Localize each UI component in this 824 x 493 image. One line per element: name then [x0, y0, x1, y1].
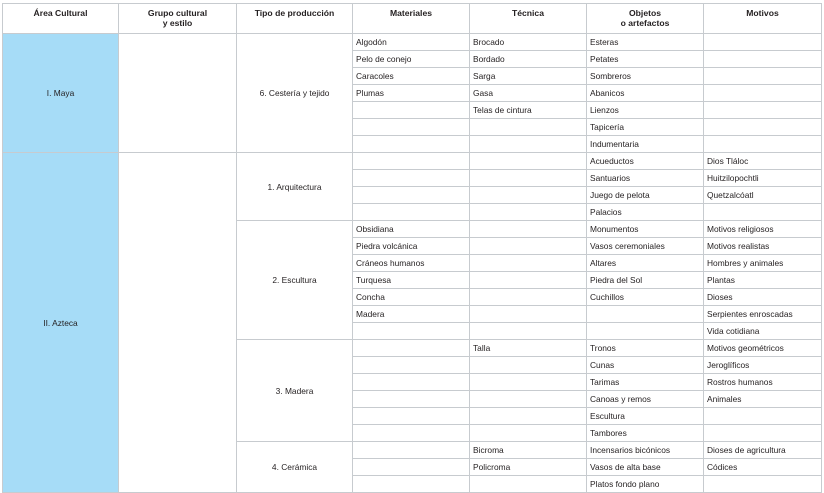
materiales-cell: Cráneos humanos	[353, 255, 470, 272]
tecnica-cell	[470, 153, 587, 170]
motivos-cell	[704, 425, 822, 442]
header-materiales: Materiales	[353, 4, 470, 34]
motivos-cell	[704, 408, 822, 425]
header-motivos: Motivos	[704, 4, 822, 34]
motivos-cell: Motivos religiosos	[704, 221, 822, 238]
motivos-cell	[704, 204, 822, 221]
materiales-cell	[353, 425, 470, 442]
header-tecnica: Técnica	[470, 4, 587, 34]
materiales-cell: Concha	[353, 289, 470, 306]
motivos-cell	[704, 51, 822, 68]
materiales-cell	[353, 357, 470, 374]
motivos-cell	[704, 119, 822, 136]
tecnica-cell	[470, 306, 587, 323]
motivos-cell: Motivos geométricos	[704, 340, 822, 357]
tecnica-cell	[470, 238, 587, 255]
header-objetos-line1: Objetos	[629, 8, 661, 18]
materiales-cell: Caracoles	[353, 68, 470, 85]
materiales-cell	[353, 340, 470, 357]
materiales-cell: Plumas	[353, 85, 470, 102]
header-area: Área Cultural	[3, 4, 119, 34]
header-tipo: Tipo de producción	[237, 4, 353, 34]
table-body	[3, 34, 822, 493]
materiales-cell	[353, 374, 470, 391]
tecnica-cell	[470, 136, 587, 153]
tecnica-cell: Policroma	[470, 459, 587, 476]
motivos-cell: Motivos realistas	[704, 238, 822, 255]
tecnica-cell: Gasa	[470, 85, 587, 102]
materiales-cell: Piedra volcánica	[353, 238, 470, 255]
objetos-cell: Tambores	[587, 425, 704, 442]
grupo-cell-maya	[119, 34, 237, 153]
materiales-cell	[353, 476, 470, 493]
motivos-cell	[704, 136, 822, 153]
tecnica-cell	[470, 357, 587, 374]
materiales-cell	[353, 102, 470, 119]
header-objetos-line2: o artefactos	[620, 18, 670, 28]
motivos-cell: Dios Tláloc	[704, 153, 822, 170]
materiales-cell	[353, 459, 470, 476]
materiales-cell: Algodón	[353, 34, 470, 51]
motivos-cell	[704, 68, 822, 85]
objetos-cell: Cunas	[587, 357, 704, 374]
objetos-cell: Piedra del Sol	[587, 272, 704, 289]
tecnica-cell	[470, 272, 587, 289]
materiales-cell: Turquesa	[353, 272, 470, 289]
motivos-cell	[704, 85, 822, 102]
tipo-cell: 6. Cestería y tejido	[237, 34, 353, 153]
objetos-cell	[587, 323, 704, 340]
header-grupo-line2: y estilo	[162, 18, 193, 28]
tecnica-cell	[470, 221, 587, 238]
tecnica-cell: Sarga	[470, 68, 587, 85]
tecnica-cell: Bicroma	[470, 442, 587, 459]
objetos-cell: Platos fondo plano	[587, 476, 704, 493]
tecnica-cell	[470, 119, 587, 136]
tecnica-cell	[470, 476, 587, 493]
motivos-cell	[704, 34, 822, 51]
objetos-cell: Esteras	[587, 34, 704, 51]
header-objetos	[587, 4, 704, 34]
materiales-cell: Madera	[353, 306, 470, 323]
materiales-cell	[353, 187, 470, 204]
objetos-cell: Monumentos	[587, 221, 704, 238]
objetos-cell: Juego de pelota	[587, 187, 704, 204]
motivos-cell: Vida cotidiana	[704, 323, 822, 340]
objetos-cell: Indumentaria	[587, 136, 704, 153]
tecnica-cell	[470, 289, 587, 306]
motivos-cell: Dioses de agricultura	[704, 442, 822, 459]
objetos-cell: Tronos	[587, 340, 704, 357]
objetos-cell: Tarimas	[587, 374, 704, 391]
objetos-cell: Acueductos	[587, 153, 704, 170]
motivos-cell: Quetzalcóatl	[704, 187, 822, 204]
objetos-cell: Petates	[587, 51, 704, 68]
tecnica-cell	[470, 204, 587, 221]
tecnica-cell: Talla	[470, 340, 587, 357]
materiales-cell	[353, 204, 470, 221]
objetos-cell: Canoas y remos	[587, 391, 704, 408]
objetos-cell: Escultura	[587, 408, 704, 425]
materiales-cell	[353, 408, 470, 425]
objetos-cell: Vasos ceremoniales	[587, 238, 704, 255]
table-row	[3, 34, 822, 51]
objetos-cell: Cuchillos	[587, 289, 704, 306]
objetos-cell: Incensarios bicónicos	[587, 442, 704, 459]
materiales-cell: Obsidiana	[353, 221, 470, 238]
materiales-cell	[353, 442, 470, 459]
motivos-cell: Códices	[704, 459, 822, 476]
materiales-cell	[353, 136, 470, 153]
grupo-cell-azteca	[119, 153, 237, 493]
tecnica-cell	[470, 374, 587, 391]
materiales-cell	[353, 391, 470, 408]
motivos-cell: Rostros humanos	[704, 374, 822, 391]
tecnica-cell	[470, 187, 587, 204]
motivos-cell: Animales	[704, 391, 822, 408]
cultural-production-table	[2, 3, 822, 493]
materiales-cell	[353, 153, 470, 170]
tecnica-cell: Telas de cintura	[470, 102, 587, 119]
objetos-cell	[587, 306, 704, 323]
motivos-cell: Huitzilopochtli	[704, 170, 822, 187]
header-grupo	[119, 4, 237, 34]
objetos-cell: Tapicería	[587, 119, 704, 136]
area-cell-azteca: II. Azteca	[3, 153, 119, 493]
materiales-cell	[353, 170, 470, 187]
motivos-cell: Plantas	[704, 272, 822, 289]
objetos-cell: Sombreros	[587, 68, 704, 85]
tecnica-cell	[470, 391, 587, 408]
tecnica-cell	[470, 323, 587, 340]
motivos-cell: Jeroglíficos	[704, 357, 822, 374]
materiales-cell: Pelo de conejo	[353, 51, 470, 68]
motivos-cell	[704, 476, 822, 493]
tipo-cell: 4. Cerámica	[237, 442, 353, 493]
motivos-cell	[704, 102, 822, 119]
motivos-cell: Dioses	[704, 289, 822, 306]
tecnica-cell	[470, 170, 587, 187]
objetos-cell: Palacios	[587, 204, 704, 221]
tecnica-cell: Brocado	[470, 34, 587, 51]
area-cell-maya: I. Maya	[3, 34, 119, 153]
tecnica-cell	[470, 425, 587, 442]
objetos-cell: Abanicos	[587, 85, 704, 102]
objetos-cell: Altares	[587, 255, 704, 272]
tipo-cell: 3. Madera	[237, 340, 353, 442]
objetos-cell: Lienzos	[587, 102, 704, 119]
tipo-cell: 1. Arquitectura	[237, 153, 353, 221]
objetos-cell: Santuarios	[587, 170, 704, 187]
tecnica-cell	[470, 255, 587, 272]
tecnica-cell	[470, 408, 587, 425]
materiales-cell	[353, 323, 470, 340]
materiales-cell	[353, 119, 470, 136]
tipo-cell: 2. Escultura	[237, 221, 353, 340]
motivos-cell: Serpientes enroscadas	[704, 306, 822, 323]
objetos-cell: Vasos de alta base	[587, 459, 704, 476]
header-grupo-line1: Grupo cultural	[147, 8, 208, 18]
motivos-cell: Hombres y animales	[704, 255, 822, 272]
header-row	[3, 4, 822, 34]
tecnica-cell: Bordado	[470, 51, 587, 68]
table-row	[3, 153, 822, 170]
